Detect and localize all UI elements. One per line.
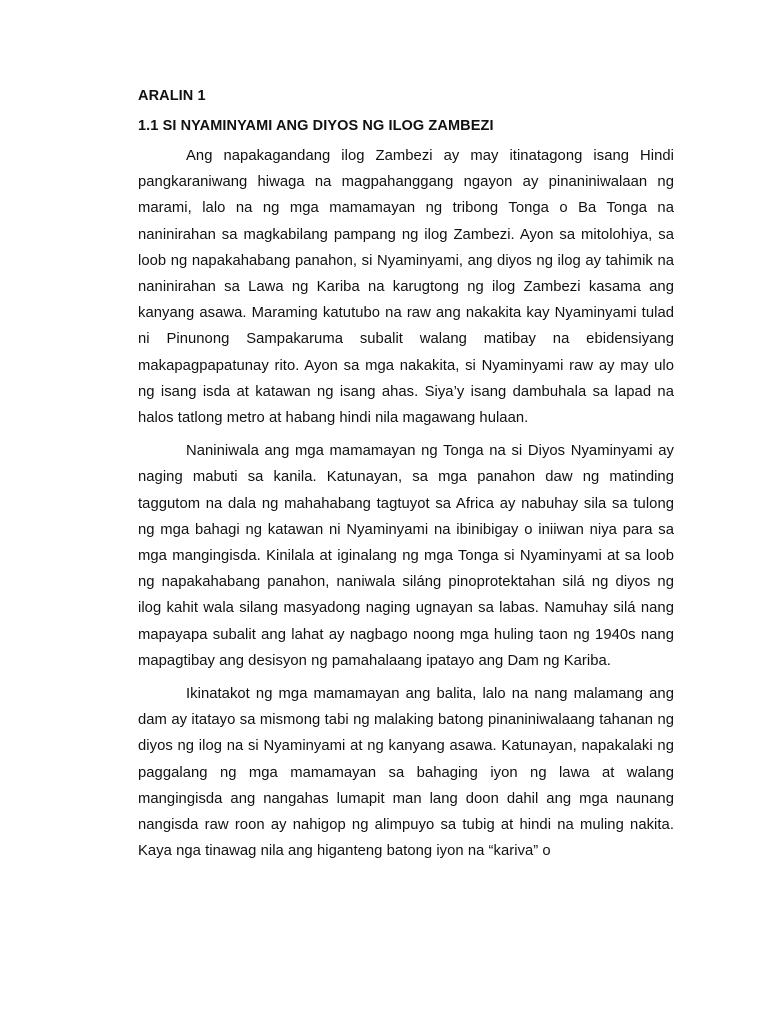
lesson-label: ARALIN 1 xyxy=(138,88,206,104)
paragraph-2: Naniniwala ang mga mamamayan ng Tonga na si Diyos Nyaminyami ay naging mabuti sa kanila. Katunayan, sa mga panahon daw ng matinding taggutom na dala ng mahahabang tagtuyot sa Africa ay nabuhay sila sa tulong ng mga bahagi ng katawan ni Nyaminyami na ibinibigay o iniiwan niya para sa mga mangingisda. Kinilala at iginalang ng mga Tonga si Nyaminyami at sa loob ng napakahabang panahon, naniwala siláng pinoprotektahan silá ng diyos ng ilog kahit wala silang masyadong naging ugnayan sa labas. Namuhay silá nang mapayapa subalit ang lahat ay nagbago noong mga huling taon ng 1940s nang mapagtibay ang desisyon ng pamahalaang ipatayo ang Dam ng Kariba. xyxy=(138,443,674,669)
section-title: 1.1 SI NYAMINYAMI ANG DIYOS NG ILOG ZAMBEZI xyxy=(138,118,494,134)
paragraph-1: Ang napakagandang ilog Zambezi ay may itinatagong isang Hindi pangkaraniwang hiwaga na magpahanggang ngayon ay pinaniniwalaan ng marami, lalo na ng mga mamamayan ng tribong Tonga o Ba Tonga na naninirahan sa magkabilang pampang ng ilog Zambezi. Ayon sa mitolohiya, sa loob ng napakahabang panahon, si Nyaminyami, ang diyos ng ilog ay tahimik na naninirahan sa Lawa ng Kariba na karugtong ng ilog Zambezi kasama ang kanyang asawa. Maraming katutubo na raw ang nakakita kay Nyaminyami tulad ni Pinunong Sampakaruma subalit walang matibay na ebidensiyang makapagpapatunay rito. Ayon sa mga nakakita, si Nyaminyami raw ay may ulo ng isang isda at katawan ng isang ahas. Siya’y isang dambuhala sa lapad na halos tatlong metro at habang hindi nila magawang hulaan. xyxy=(138,148,674,427)
document-body xyxy=(138,87,674,871)
paragraph-3: Ikinatakot ng mga mamamayan ang balita, lalo na nang malamang ang dam ay itatayo sa mismong tabi ng malaking batong pinaniniwalaang tahanan ng diyos ng ilog na si Nyaminyami at ng kanyang asawa. Katunayan, napakalaki ng paggalang ng mga mamamayan sa bahaging iyon ng lawa at walang mangingisda ang nangahas lumapit man lang doon dahil ang mga naunang nangisda raw roon ay nahigop ng alimpuyo sa tubig at hindi na muling nakita. Kaya nga tinawag nila ang higanteng batong iyon na “kariva” o xyxy=(138,686,674,860)
